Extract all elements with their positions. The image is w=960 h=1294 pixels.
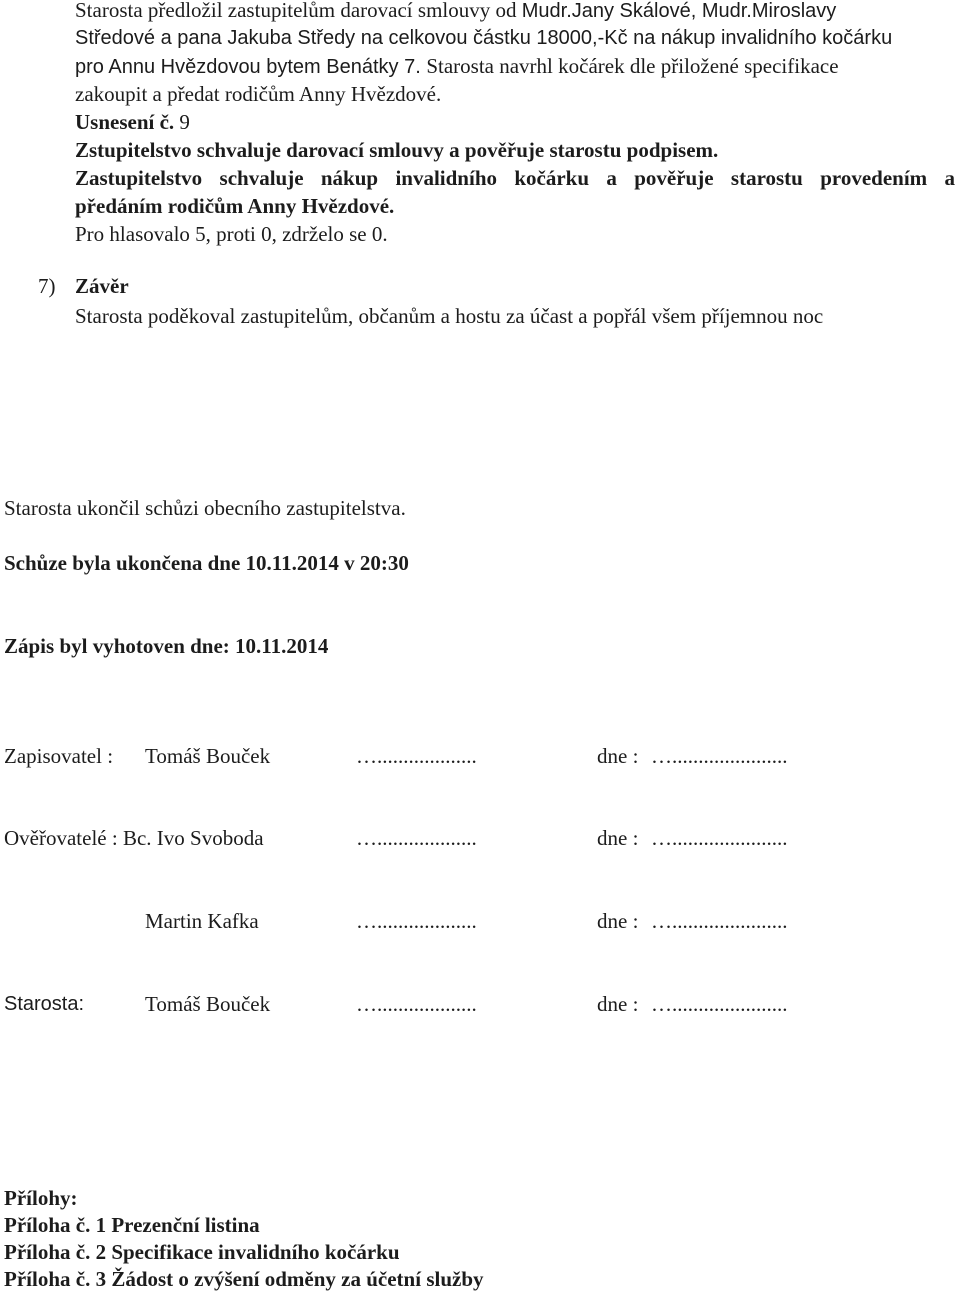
vote-result: Pro hlasovalo 5, proti 0, zdrželo se 0. (75, 222, 388, 246)
date-blank: …...................... (651, 992, 788, 1016)
date-label: dne : (597, 744, 639, 768)
signature-role: Zapisovatel : (4, 744, 114, 768)
resolution-heading (75, 108, 190, 136)
signature-name: Tomáš Bouček (145, 992, 271, 1016)
signature-blank: …................... (356, 909, 477, 933)
resolution-text: Zstupitelstvo schvaluje darovací smlouvy a pověřuje starostu podpisem. (75, 138, 719, 162)
resolution-number: 9 (174, 110, 190, 134)
signature-role: Ověřovatelé : Bc. Ivo Svoboda (4, 826, 264, 850)
signature-role: Starosta: (4, 993, 85, 1015)
signature-blank: …................... (356, 992, 477, 1016)
date-label: dne : (597, 826, 639, 850)
paragraph-line (75, 0, 836, 25)
text-run: Mudr.Jany Skálové, Mudr.Miroslavy (521, 0, 837, 22)
text-run: pro Annu Hvězdovou bytem Benátky 7. (75, 56, 427, 78)
resolution-text: předáním rodičům Anny Hvězdové. (75, 194, 395, 218)
date-blank: …...................... (651, 744, 788, 768)
paragraph-line (75, 80, 441, 108)
paragraph-line (75, 24, 892, 52)
text-run: Zastupitelstvo schvaluje nákup invalidního kočárku a pověřuje starostu provedením a (75, 166, 955, 190)
date-label: dne : (597, 909, 639, 933)
attachment-item: Příloha č. 1 Prezenční listina (4, 1213, 260, 1237)
resolution-label: Usnesení č. (75, 110, 175, 134)
minutes-date: Zápis byl vyhotoven dne: 10.11.2014 (4, 634, 329, 658)
date-blank: …...................... (651, 826, 788, 850)
attachments-heading: Přílohy: (4, 1186, 78, 1210)
text-run: Starosta předložil zastupitelům darovací smlouvy od (75, 0, 522, 22)
signature-name: Martin Kafka (145, 909, 259, 933)
paragraph-line (75, 52, 839, 81)
section-text: Starosta poděkoval zastupitelům, občanům a hostu za účast a popřál všem příjemnou noc (75, 304, 824, 328)
text-run: Středové a pana Jakuba Středy na celkovou částku 18000,-Kč na nákup invalidního kočárku (75, 27, 893, 49)
meeting-end-time: Schůze byla ukončena dne 10.11.2014 v 20:30 (4, 551, 409, 575)
section-number: 7) (38, 274, 56, 298)
signature-name: Tomáš Bouček (145, 744, 271, 768)
date-label: dne : (597, 992, 639, 1016)
resolution-text (75, 164, 955, 192)
attachment-item: Příloha č. 3 Žádost o zvýšení odměny za účetní služby (4, 1267, 484, 1291)
attachment-item: Příloha č. 2 Specifikace invalidního kočárku (4, 1240, 400, 1264)
text-run: Starosta navrhl kočárek dle přiložené specifikace (426, 54, 839, 78)
section-title: Závěr (75, 274, 129, 298)
date-blank: …...................... (651, 909, 788, 933)
closing-text: Starosta ukončil schůzi obecního zastupitelstva. (4, 496, 406, 520)
signature-blank: …................... (356, 744, 477, 768)
signature-blank: …................... (356, 826, 477, 850)
text-run: zakoupit a předat rodičům Anny Hvězdové. (75, 82, 442, 106)
